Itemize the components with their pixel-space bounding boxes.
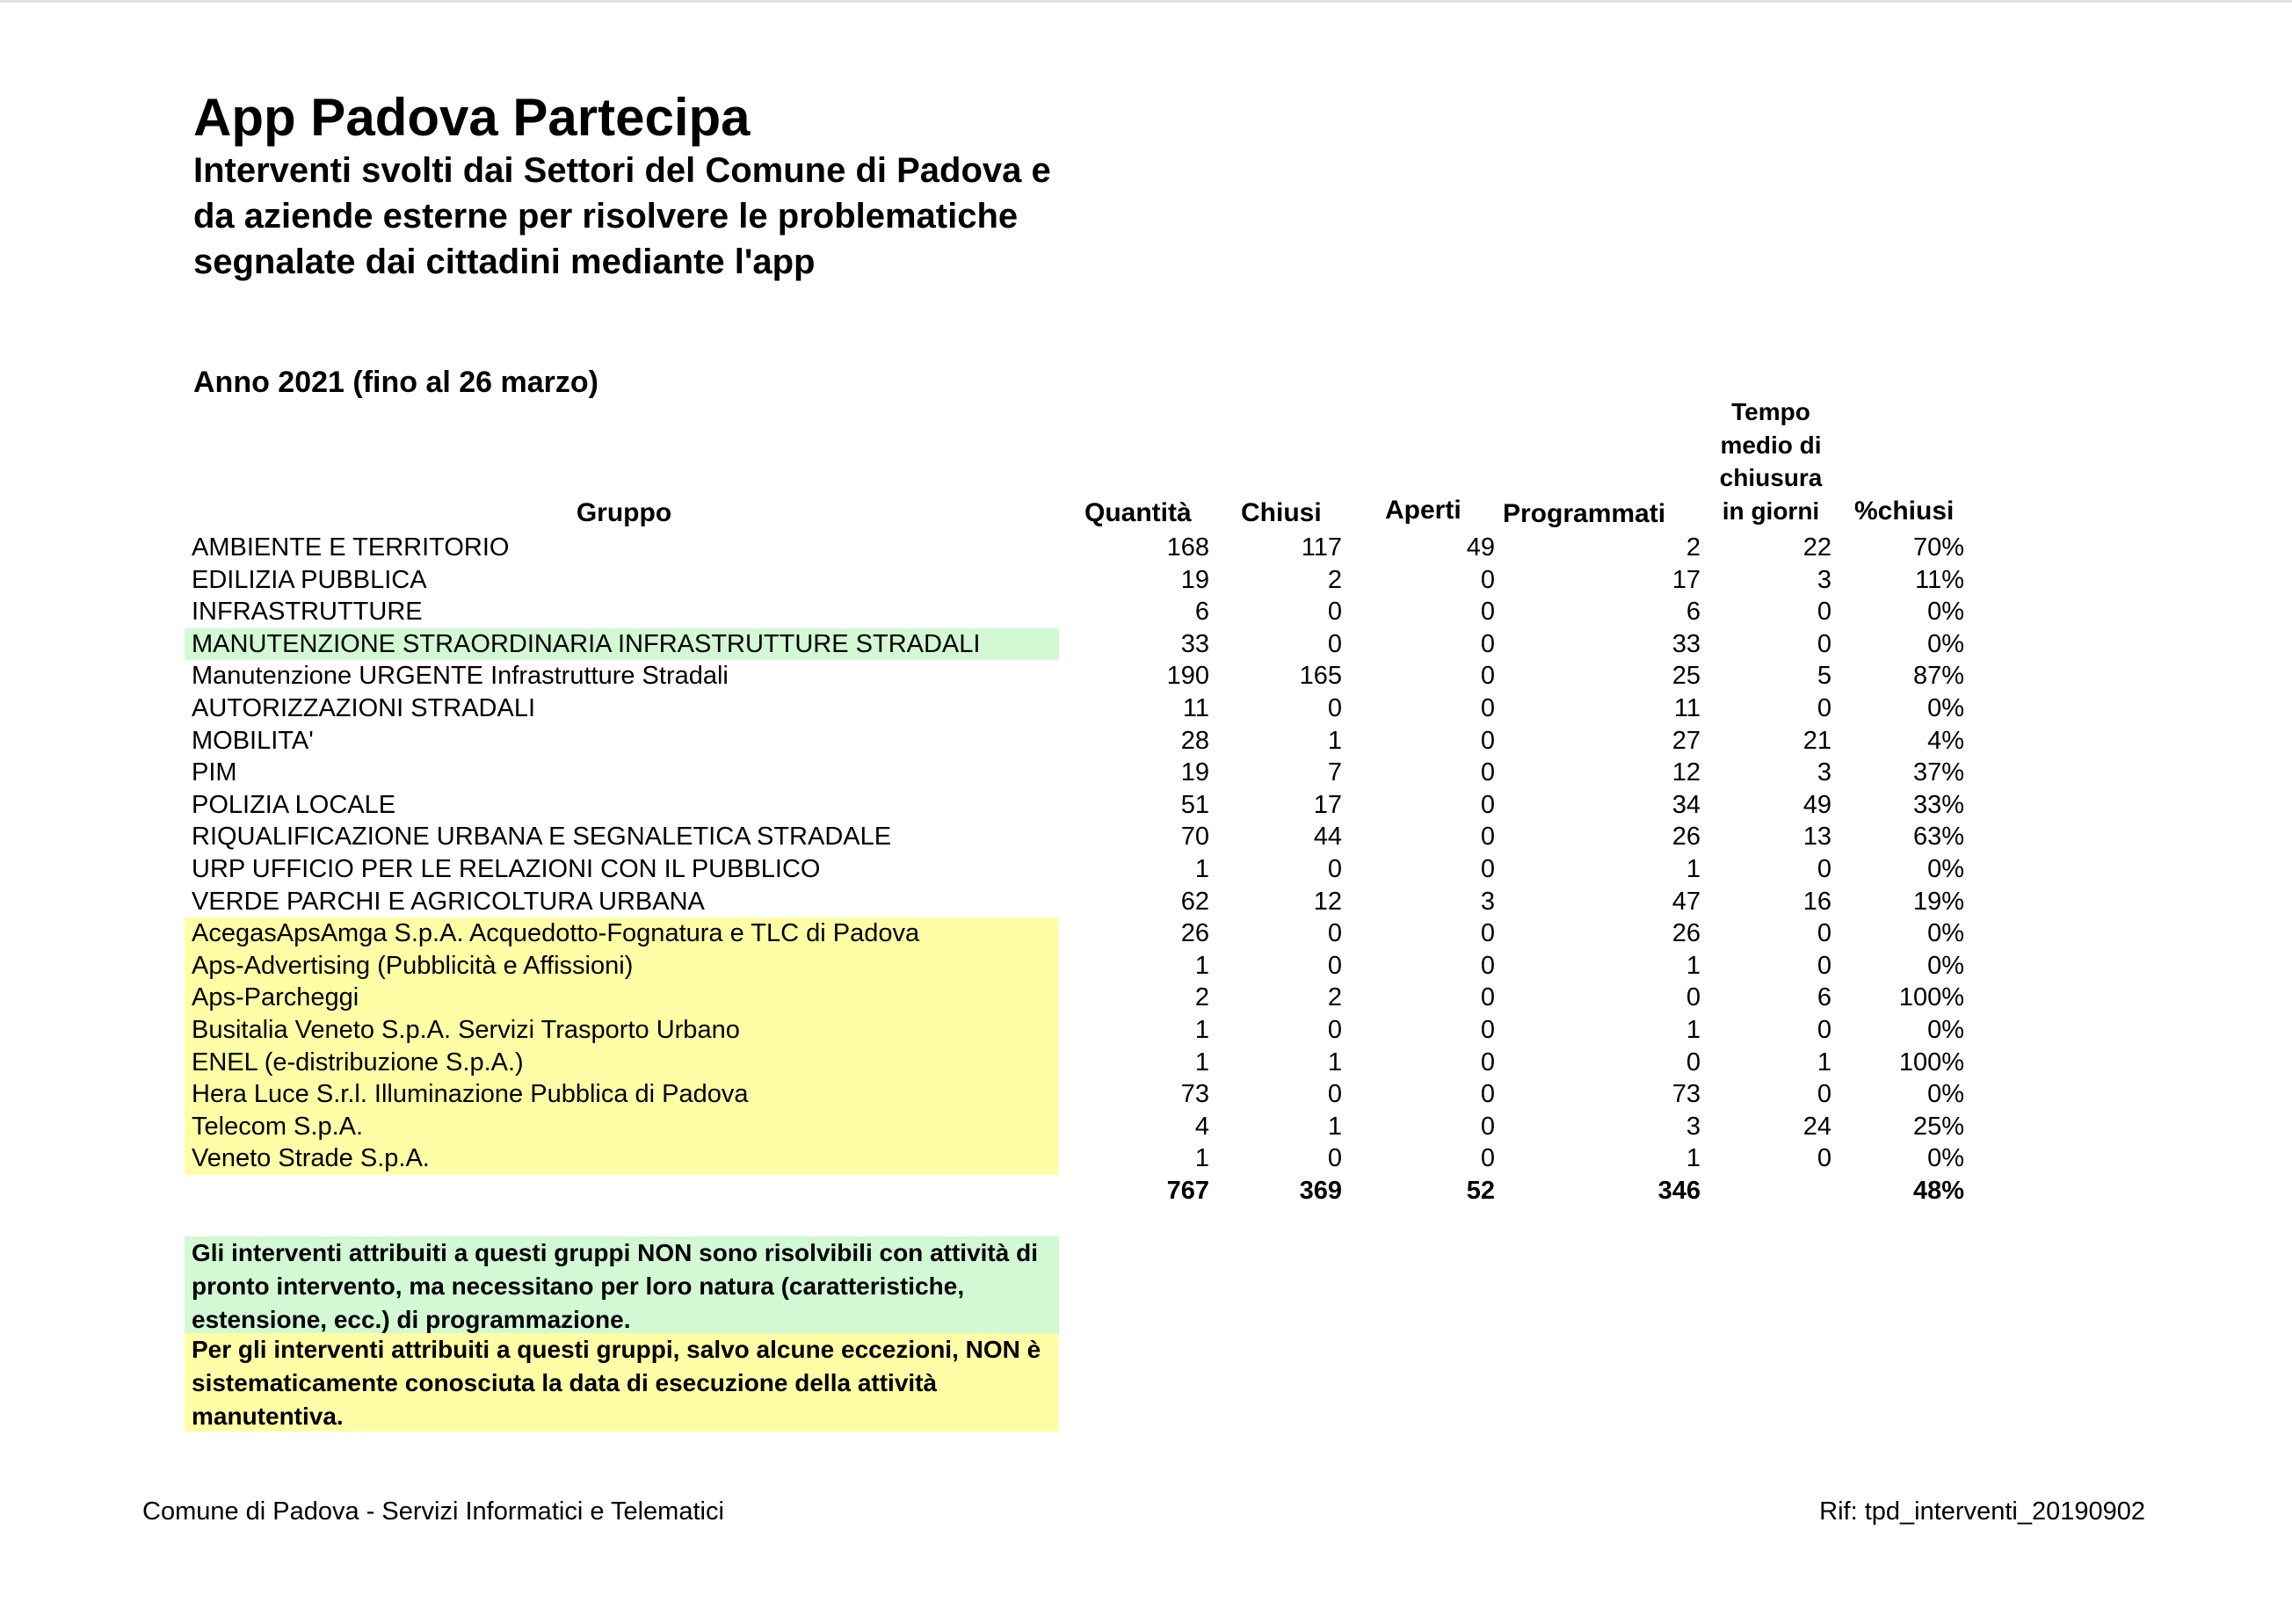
cell-programmati: 0	[1686, 983, 1701, 1012]
cell-gruppo: PIM	[192, 758, 237, 787]
cell-quantita: 19	[1180, 758, 1209, 787]
cell-aperti: 0	[1480, 919, 1495, 948]
table-row	[0, 917, 2292, 950]
header-quantita: Quantità	[1084, 498, 1192, 527]
cell-tempo: 1	[1817, 1048, 1831, 1077]
table-row	[0, 821, 2292, 853]
cell-gruppo: VERDE PARCHI E AGRICOLTURA URBANA	[192, 887, 705, 916]
table-row	[0, 950, 2292, 982]
cell-tempo: 0	[1817, 629, 1831, 658]
cell-programmati: 27	[1672, 726, 1701, 755]
cell-pct: 63%	[1912, 823, 1964, 852]
cell-pct: 11%	[1915, 565, 1964, 594]
header-chiusi: Chiusi	[1241, 498, 1322, 527]
cell-tempo: 24	[1802, 1112, 1831, 1141]
cell-quantita: 6	[1194, 598, 1209, 627]
cell-chiusi: 2	[1327, 983, 1342, 1012]
table-row	[0, 1047, 2292, 1079]
cell-aperti: 0	[1480, 598, 1495, 627]
cell-chiusi: 0	[1327, 951, 1342, 980]
cell-gruppo: INFRASTRUTTURE	[192, 598, 423, 627]
cell-aperti: 0	[1480, 726, 1495, 755]
cell-gruppo: EDILIZIA PUBBLICA	[192, 565, 427, 594]
cell-chiusi: 2	[1327, 565, 1342, 594]
cell-chiusi: 0	[1327, 629, 1342, 658]
cell-quantita: 2	[1194, 983, 1209, 1012]
table-row	[0, 725, 2292, 758]
cell-pct: 0%	[1927, 1144, 1964, 1173]
table-row	[0, 1078, 2292, 1111]
page-subtitle: Interventi svolti dai Settori del Comune di Padova e da aziende esterne per risolvere le problematiche segnalate dai cittadini mediante l'app	[193, 151, 1051, 281]
table-row	[0, 853, 2292, 886]
cell-programmati: 0	[1686, 1048, 1701, 1077]
cell-quantita: 73	[1180, 1080, 1209, 1109]
cell-tempo: 5	[1817, 662, 1831, 691]
cell-quantita: 62	[1180, 887, 1209, 916]
table-row	[0, 692, 2292, 725]
cell-tempo: 0	[1817, 693, 1831, 722]
cell-tempo: 0	[1817, 1144, 1831, 1173]
cell-programmati: 25	[1672, 662, 1701, 691]
cell-pct: 37%	[1912, 758, 1964, 787]
cell-quantita: 19	[1180, 565, 1209, 594]
cell-chiusi: 0	[1327, 1144, 1342, 1173]
cell-pct: 0%	[1927, 629, 1964, 658]
cell-gruppo: AUTORIZZAZIONI STRADALI	[192, 693, 536, 722]
cell-tempo: 13	[1802, 823, 1831, 852]
cell-tempo: 6	[1817, 983, 1831, 1012]
cell-pct: 70%	[1912, 533, 1964, 562]
cell-quantita: 1	[1194, 951, 1209, 980]
cell-programmati: 2	[1686, 533, 1701, 562]
cell-quantita: 1	[1194, 1015, 1209, 1044]
cell-gruppo: POLIZIA LOCALE	[192, 790, 396, 819]
cell-quantita: 1	[1194, 854, 1209, 883]
cell-quantita: 11	[1182, 693, 1209, 722]
cell-aperti: 0	[1480, 565, 1495, 594]
table-row	[0, 982, 2292, 1014]
page-title: App Padova Partecipa	[193, 88, 751, 147]
cell-pct: 0%	[1927, 951, 1964, 980]
cell-pct: 0%	[1927, 598, 1964, 627]
cell-aperti: 0	[1480, 629, 1495, 658]
cell-aperti: 0	[1480, 693, 1495, 722]
cell-tempo: 3	[1817, 758, 1831, 787]
total-aperti: 52	[1466, 1176, 1495, 1205]
cell-aperti: 49	[1466, 533, 1495, 562]
cell-programmati: 1	[1686, 854, 1701, 883]
cell-tempo: 0	[1817, 919, 1831, 948]
cell-quantita: 1	[1194, 1144, 1209, 1173]
top-border	[0, 0, 2292, 3]
total-pct: 48%	[1912, 1176, 1964, 1205]
cell-programmati: 73	[1672, 1080, 1701, 1109]
cell-aperti: 0	[1480, 758, 1495, 787]
cell-pct: 33%	[1912, 790, 1964, 819]
cell-aperti: 0	[1480, 823, 1495, 852]
cell-gruppo: Veneto Strade S.p.A.	[185, 1142, 1059, 1175]
cell-aperti: 0	[1480, 1048, 1495, 1077]
cell-gruppo: RIQUALIFICAZIONE URBANA E SEGNALETICA STRADALE	[192, 823, 892, 852]
total-quantita: 767	[1166, 1176, 1209, 1205]
cell-gruppo: MOBILITA'	[192, 726, 314, 755]
cell-chiusi: 0	[1327, 1015, 1342, 1044]
header-tempo: Tempo medio di chiusura in giorni	[1719, 398, 1823, 525]
cell-gruppo: Aps-Parcheggi	[185, 982, 1059, 1014]
cell-quantita: 28	[1180, 726, 1209, 755]
table-row	[0, 886, 2292, 918]
cell-aperti: 3	[1480, 887, 1495, 916]
cell-tempo: 3	[1817, 565, 1831, 594]
table-body	[0, 532, 2292, 1207]
cell-chiusi: 1	[1327, 1048, 1342, 1077]
cell-tempo: 0	[1817, 951, 1831, 980]
cell-pct: 0%	[1927, 1080, 1964, 1109]
cell-programmati: 17	[1672, 565, 1701, 594]
cell-programmati: 1	[1686, 1144, 1701, 1173]
cell-aperti: 0	[1480, 854, 1495, 883]
cell-tempo: 0	[1817, 854, 1831, 883]
year-label: Anno 2021 (fino al 26 marzo)	[193, 366, 598, 399]
cell-chiusi: 44	[1313, 823, 1342, 852]
cell-chiusi: 1	[1327, 1112, 1342, 1141]
cell-gruppo: AMBIENTE E TERRITORIO	[192, 533, 510, 562]
cell-gruppo: Aps-Advertising (Pubblicità e Affissioni)	[185, 950, 1059, 982]
cell-pct: 0%	[1927, 1015, 1964, 1044]
cell-aperti: 0	[1480, 1015, 1495, 1044]
cell-quantita: 190	[1166, 662, 1209, 691]
cell-quantita: 51	[1180, 790, 1209, 819]
cell-aperti: 0	[1480, 790, 1495, 819]
table-row	[0, 596, 2292, 628]
cell-quantita: 1	[1194, 1048, 1209, 1077]
table-row	[0, 1111, 2292, 1143]
cell-programmati: 3	[1686, 1112, 1701, 1141]
cell-chiusi: 1	[1327, 726, 1342, 755]
cell-programmati: 12	[1672, 758, 1701, 787]
cell-quantita: 26	[1180, 919, 1209, 948]
cell-gruppo: Hera Luce S.r.l. Illuminazione Pubblica di Padova	[185, 1078, 1059, 1111]
cell-pct: 0%	[1927, 854, 1964, 883]
footer-left: Comune di Padova - Servizi Informatici e Telematici	[142, 1497, 724, 1526]
cell-programmati: 26	[1672, 823, 1701, 852]
cell-programmati: 6	[1686, 598, 1701, 627]
cell-programmati: 11	[1673, 693, 1701, 722]
cell-pct: 25%	[1912, 1112, 1964, 1141]
cell-aperti: 0	[1480, 983, 1495, 1012]
header-programmati: Programmati	[1503, 499, 1666, 528]
cell-chiusi: 117	[1301, 533, 1342, 562]
cell-programmati: 26	[1672, 919, 1701, 948]
header-aperti: Aperti	[1385, 496, 1462, 525]
cell-pct: 100%	[1898, 983, 1964, 1012]
cell-gruppo: MANUTENZIONE STRAORDINARIA INFRASTRUTTURE STRADALI	[185, 628, 1059, 661]
table-row	[0, 532, 2292, 564]
cell-pct: 0%	[1927, 919, 1964, 948]
table-row	[0, 789, 2292, 822]
header-pct-chiusi: %chiusi	[1854, 497, 1955, 526]
cell-chiusi: 165	[1299, 662, 1342, 691]
cell-quantita: 33	[1180, 629, 1209, 658]
note-yellow: Per gli interventi attribuiti a questi gruppi, salvo alcune eccezioni, NON è sistematicamente conosciuta la data di esecuzione della attività manutentiva.	[185, 1333, 1059, 1432]
total-chiusi: 369	[1299, 1176, 1342, 1205]
cell-quantita: 4	[1194, 1112, 1209, 1141]
cell-chiusi: 7	[1327, 758, 1342, 787]
cell-tempo: 22	[1802, 533, 1831, 562]
cell-programmati: 34	[1672, 790, 1701, 819]
cell-tempo: 0	[1817, 598, 1831, 627]
cell-pct: 19%	[1912, 887, 1964, 916]
cell-pct: 4%	[1927, 726, 1964, 755]
cell-chiusi: 0	[1327, 598, 1342, 627]
table-row	[0, 628, 2292, 661]
cell-programmati: 1	[1686, 951, 1701, 980]
table-row	[0, 564, 2292, 597]
cell-tempo: 0	[1817, 1015, 1831, 1044]
cell-chiusi: 0	[1327, 1080, 1342, 1109]
cell-quantita: 70	[1180, 823, 1209, 852]
cell-pct: 100%	[1898, 1048, 1964, 1077]
header-gruppo: Gruppo	[576, 498, 672, 527]
cell-programmati: 1	[1686, 1015, 1701, 1044]
cell-tempo: 49	[1802, 790, 1831, 819]
cell-aperti: 0	[1480, 1112, 1495, 1141]
cell-gruppo: AcegasApsAmga S.p.A. Acquedotto-Fognatura e TLC di Padova	[185, 917, 1059, 950]
cell-tempo: 16	[1802, 887, 1831, 916]
cell-aperti: 0	[1480, 662, 1495, 691]
cell-aperti: 0	[1480, 1080, 1495, 1109]
cell-tempo: 0	[1817, 1080, 1831, 1109]
cell-chiusi: 17	[1313, 790, 1342, 819]
total-programmati: 346	[1657, 1176, 1701, 1205]
table-row	[0, 660, 2292, 692]
cell-chiusi: 12	[1313, 887, 1342, 916]
cell-pct: 0%	[1927, 693, 1964, 722]
cell-quantita: 168	[1166, 533, 1209, 562]
note-green: Gli interventi attribuiti a questi gruppi NON sono risolvibili con attività di pronto intervento, ma necessitano per loro natura (caratteristiche, estensione, ecc.) di programmazione.	[185, 1236, 1059, 1333]
cell-gruppo: Manutenzione URGENTE Infrastrutture Stradali	[192, 662, 729, 691]
cell-chiusi: 0	[1327, 854, 1342, 883]
cell-gruppo: URP UFFICIO PER LE RELAZIONI CON IL PUBBLICO	[192, 854, 821, 883]
cell-gruppo: Telecom S.p.A.	[185, 1111, 1059, 1143]
cell-programmati: 47	[1672, 887, 1701, 916]
cell-chiusi: 0	[1327, 693, 1342, 722]
cell-tempo: 21	[1802, 726, 1831, 755]
totals-row	[0, 1175, 2292, 1207]
cell-aperti: 0	[1480, 1144, 1495, 1173]
cell-pct: 87%	[1912, 662, 1964, 691]
cell-gruppo: Busitalia Veneto S.p.A. Servizi Trasporto Urbano	[185, 1014, 1059, 1047]
cell-gruppo: ENEL (e-distribuzione S.p.A.)	[185, 1047, 1059, 1079]
table-row	[0, 1142, 2292, 1175]
cell-aperti: 0	[1480, 951, 1495, 980]
cell-chiusi: 0	[1327, 919, 1342, 948]
table-row	[0, 757, 2292, 789]
table-row	[0, 1014, 2292, 1047]
cell-programmati: 33	[1672, 629, 1701, 658]
footer-right: Rif: tpd_interventi_20190902	[1819, 1497, 2145, 1526]
